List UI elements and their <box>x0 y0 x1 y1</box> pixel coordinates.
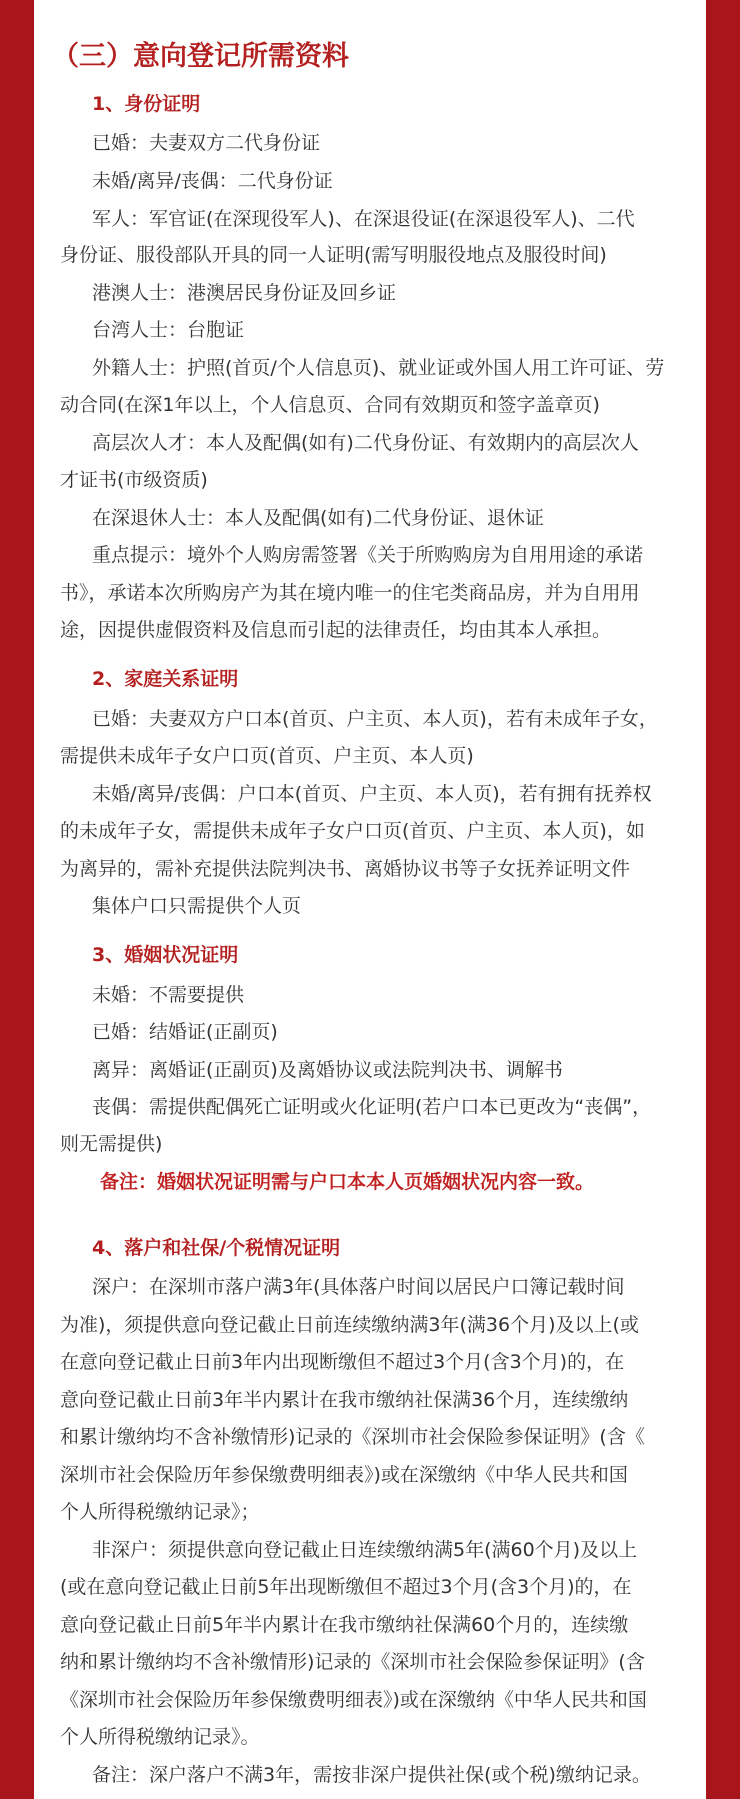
text-line: 在意向登记截止日前3年内出现断缴但不超过3个月(含3个月)的，在 <box>60 1351 625 1373</box>
text-line: 深圳市社会保险历年参保缴费明细表》)或在深缴纳《中华人民共和国 <box>60 1464 628 1486</box>
heading-identity-proof: 1、身份证明 <box>92 93 201 115</box>
text-line: 外籍人士：护照(首页/个人信息页)、就业证或外国人用工许可证、劳 <box>92 357 665 379</box>
section-title: （三）意向登记所需资料 <box>52 41 349 72</box>
text-line: 个人所得税缴纳记录》。 <box>60 1726 260 1748</box>
text-line: 在深退休人士：本人及配偶(如有)二代身份证、退休证 <box>92 507 544 529</box>
text-line: 《深圳市社会保险历年参保缴费明细表》)或在深缴纳《中华人民共和国 <box>60 1689 647 1711</box>
text-line: 和累计缴纳均不含补缴情形)记录的《深圳市社会保险参保证明》(含《 <box>60 1426 645 1448</box>
text-line: 已婚：夫妻双方二代身份证 <box>92 132 321 154</box>
text-line: 为离异的，需补充提供法院判决书、离婚协议书等子女抚养证明文件 <box>60 858 631 880</box>
text-line: 重点提示：境外个人购房需签署《关于所购购房为自用用途的承诺 <box>92 544 644 566</box>
text-line: 已婚：结婚证(正副页) <box>92 1021 278 1043</box>
text-line: 港澳人士：港澳居民身份证及回乡证 <box>92 282 397 304</box>
text-line: 未婚/离异/丧偶：二代身份证 <box>92 170 333 192</box>
text-line: 动合同(在深1年以上，个人信息页、合同有效期页和签字盖章页) <box>60 394 600 416</box>
text-line: 身份证、服役部队开具的同一人证明(需写明服役地点及服役时间) <box>60 244 607 266</box>
text-line: 军人：军官证(在深现役军人)、在深退役证(在深退役军人)、二代 <box>92 208 635 230</box>
text-line: 个人所得税缴纳记录》； <box>60 1501 260 1523</box>
text-line: 意向登记截止日前3年半内累计在我市缴纳社保满36个月，连续缴纳 <box>60 1389 629 1411</box>
text-line: 需提供未成年子女户口页(首页、户主页、本人页) <box>60 745 474 767</box>
text-line: 书》，承诺本次所购房产为其在境内唯一的住宅类商品房，并为自用用 <box>60 582 640 604</box>
marital-note: 备注：婚姻状况证明需与户口本本人页婚姻状况内容一致。 <box>100 1171 595 1193</box>
text-line: 丧偶：需提供配偶死亡证明或火化证明(若户口本已更改为“丧偶”， <box>92 1096 652 1118</box>
text-line: 意向登记截止日前5年半内累计在我市缴纳社保满60个月的，连续缴 <box>60 1614 629 1636</box>
text-line: 台湾人士：台胞证 <box>92 319 245 341</box>
text-line: 的未成年子女，需提供未成年子女户口页(首页、户主页、本人页)，如 <box>60 820 645 842</box>
text-line: 为准)，须提供意向登记截止日前连续缴纳满3年(满36个月)及以上(或 <box>60 1314 639 1336</box>
heading-marital-status-proof: 3、婚姻状况证明 <box>92 944 239 966</box>
text-line: 则无需提供) <box>60 1133 163 1155</box>
text-line: 已婚：夫妻双方户口本(首页、户主页、本人页)，若有未成年子女， <box>92 708 658 730</box>
text-line: 离异：离婚证(正副页)及离婚协议或法院判决书、调解书 <box>92 1059 563 1081</box>
text-line: 纳和累计缴纳均不含补缴情形)记录的《深圳市社会保险参保证明》(含 <box>60 1651 645 1673</box>
heading-settlement-social-security-proof: 4、落户和社保/个税情况证明 <box>92 1237 341 1259</box>
text-line: 才证书(市级资质) <box>60 469 208 491</box>
text-line: 未婚：不需要提供 <box>92 984 245 1006</box>
text-line: 未婚/离异/丧偶：户口本(首页、户主页、本人页)，若有拥有抚养权 <box>92 783 652 805</box>
text-line: 深户：在深圳市落户满3年(具体落户时间以居民户口簿记载时间 <box>92 1276 625 1298</box>
heading-family-relation-proof: 2、家庭关系证明 <box>92 668 239 690</box>
text-line: 非深户：须提供意向登记截止日连续缴纳满5年(满60个月)及以上 <box>92 1539 638 1561</box>
text-line: 途，因提供虚假资料及信息而引起的法律责任，均由其本人承担。 <box>60 619 612 641</box>
text-line: 集体户口只需提供个人页 <box>92 895 302 917</box>
text-line: 高层次人才：本人及配偶(如有)二代身份证、有效期内的高层次人 <box>92 432 639 454</box>
text-line: 备注：深户落户不满3年，需按非深户提供社保(或个税)缴纳记录。 <box>92 1764 651 1786</box>
text-line: (或在意向登记截止日前5年出现断缴但不超过3个月(含3个月)的，在 <box>60 1576 632 1598</box>
